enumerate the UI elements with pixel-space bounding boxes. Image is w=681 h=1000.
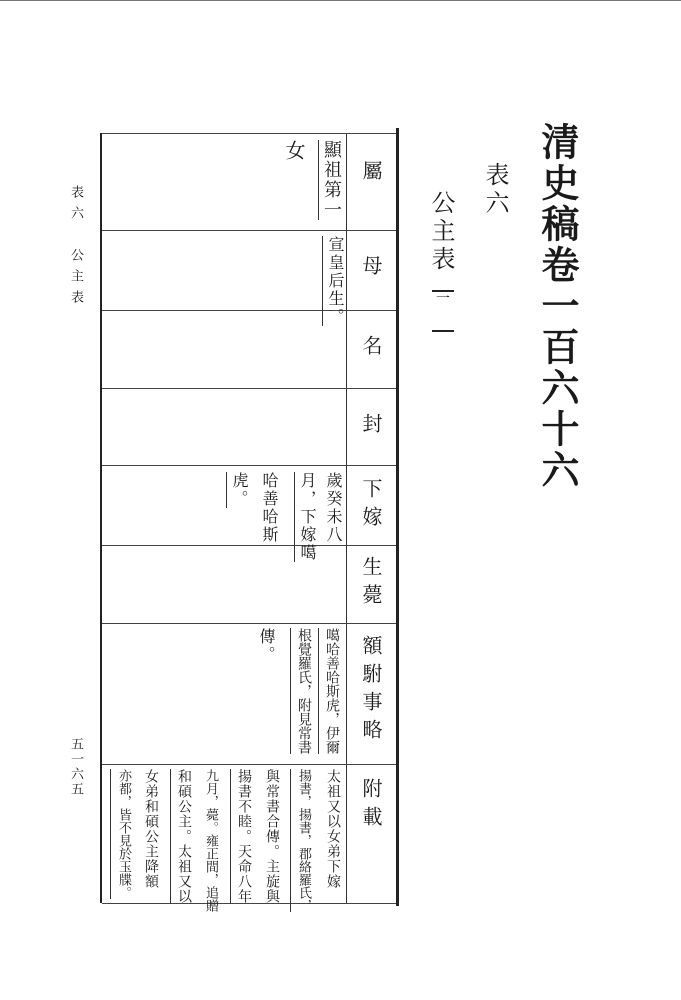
cell-efu-line: 噶哈善哈斯虎，伊爾: [318, 628, 342, 754]
page-title: 清史稿卷一百六十六: [535, 122, 580, 491]
cell-xiajia-line: 月，下嫁噶: [294, 472, 318, 562]
cell-fuzai-line: 與常書合傳。主旋與: [264, 769, 280, 904]
header-ming: 名: [359, 335, 383, 363]
row-divider: [102, 133, 396, 134]
cell-shu-title: 女: [282, 140, 306, 162]
side-label: 表六 公主表: [68, 185, 83, 311]
row-divider: [102, 230, 396, 231]
cell-xiajia-line: 虎。: [226, 472, 250, 508]
row-divider: [102, 465, 396, 466]
cell-efu-line: 傳。: [257, 628, 276, 664]
header-fuzai: 附載: [359, 778, 383, 834]
cell-fuzai-line: 太祖又以女弟下嫁: [325, 769, 341, 889]
table-border-left: [100, 133, 102, 903]
row-divider: [102, 310, 396, 311]
cell-shu-detail: 顯祖第一: [318, 140, 342, 220]
header-shenghong: 生薨: [359, 556, 383, 612]
cell-fuzai-line: 揚書，揚書，郡絡羅氏，: [290, 769, 314, 912]
header-shu: 屬: [359, 160, 383, 188]
cell-xiajia-line: 哈善哈斯: [260, 472, 279, 544]
row-divider: [102, 623, 396, 624]
table-name: 公主表: [427, 190, 455, 274]
header-feng: 封: [359, 413, 383, 441]
row-divider: [102, 764, 396, 765]
cell-fuzai-line: 女弟和碩公主降額: [143, 769, 159, 889]
header-efu-shilue: 額駙事略: [359, 635, 383, 747]
cell-fuzai-line: 揚書不睦。天命八年: [230, 769, 254, 904]
cell-efu-line: 根覺羅氏，附見常書: [290, 628, 314, 754]
row-divider: [102, 388, 396, 389]
row-divider: [102, 545, 396, 546]
cell-fuzai-line: 九月，薨。雍正間，追贈: [203, 769, 218, 912]
cell-mu: 宣皇后生。: [322, 236, 346, 326]
top-rule: [0, 0, 681, 1]
cell-xiajia-line: 歲癸未八: [324, 472, 343, 544]
cell-fuzai-line: 和碩公主。太祖又以: [170, 769, 194, 904]
subtitle: 表六: [481, 162, 509, 218]
cell-fuzai-line: 亦都，皆不見於玉牒。: [110, 769, 134, 899]
table-border-right: [396, 128, 399, 906]
page-number: 五一六五: [68, 737, 83, 797]
header-mu: 母: [359, 255, 383, 283]
volume-number: 一: [432, 290, 454, 332]
header-xiajia: 下嫁: [359, 478, 383, 534]
